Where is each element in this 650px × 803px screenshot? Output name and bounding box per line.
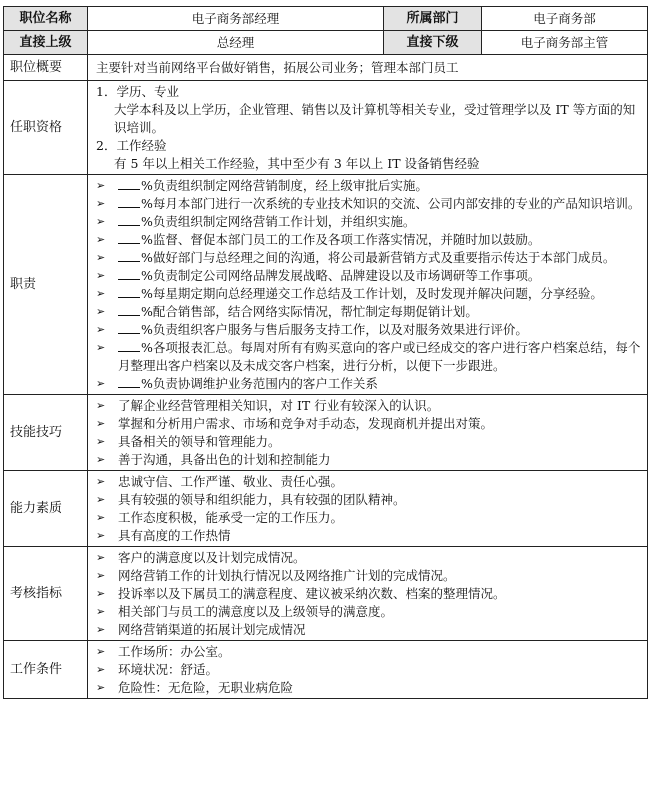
experience-text: 有 5 年以上相关工作经验，其中至少有 3 年以上 IT 设备销售经验	[114, 156, 480, 171]
list-item: ➢ %每星期定期向总经理递交工作总结及工作计划，及时发现并解决问题，分享经验。	[96, 285, 641, 303]
list-item: ➢ 工作态度积极，能承受一定的工作压力。	[96, 509, 641, 527]
list-item: ➢ 具有高度的工作热情	[96, 527, 641, 545]
education-text: 大学本科及以上学历，企业管理、销售以及计算机等相关专业，受过管理学以及 IT 等方面的知识培训。	[114, 102, 636, 135]
conditions-label: 工作条件	[4, 641, 88, 699]
list-item: ➢ 危险性：无危险，无职业病危险	[96, 679, 641, 697]
duties-label: 职责	[4, 175, 88, 395]
list-item: ➢ 了解企业经营管理相关知识，对 IT 行业有较深入的认识。	[96, 397, 641, 415]
list-item: ➢ %做好部门与总经理之间的沟通，将公司最新营销方式及重要指示传达于本部门成员。	[96, 249, 641, 267]
kpi-label: 考核指标	[4, 547, 88, 641]
conditions-list	[88, 641, 648, 699]
dept-value: 电子商务部	[482, 7, 648, 31]
list-item: ➢ 投诉率以及下属员工的满意程度、建议被采纳次数、档案的整理情况。	[96, 585, 641, 603]
skills-list	[88, 395, 648, 471]
conditions-row	[4, 641, 648, 699]
job-description-table	[3, 6, 648, 699]
list-item: ➢ %负责组织客户服务与售后服务支持工作，以及对服务效果进行评价。	[96, 321, 641, 339]
abilities-label: 能力素质	[4, 471, 88, 547]
qualifications-row	[4, 81, 648, 175]
list-item: ➢ 客户的满意度以及计划完成情况。	[96, 549, 641, 567]
job-description-sheet	[3, 6, 647, 800]
abilities-row	[4, 471, 648, 547]
overview-row	[4, 55, 648, 81]
qualifications-label: 任职资格	[4, 81, 88, 175]
list-item: ➢ 具有较强的领导和组织能力，具有较强的团队精神。	[96, 491, 641, 509]
list-item: ➢ %负责制定公司网络品牌发展战略、品牌建设以及市场调研等工作事项。	[96, 267, 641, 285]
list-item: ➢ 工作场所：办公室。	[96, 643, 641, 661]
list-item: ➢ 网络营销工作的计划执行情况以及网络推广计划的完成情况。	[96, 567, 641, 585]
list-item: ➢ 善于沟通，具备出色的计划和控制能力	[96, 451, 641, 469]
list-item: ➢ 忠诚守信、工作严谨、敬业、责任心强。	[96, 473, 641, 491]
list-item: ➢ 相关部门与员工的满意度以及上级领导的满意度。	[96, 603, 641, 621]
list-item: ➢ %负责协调维护业务范围内的客户工作关系	[96, 375, 641, 393]
duties-row	[4, 175, 648, 395]
skills-row	[4, 395, 648, 471]
list-item: ➢ 环境状况：舒适。	[96, 661, 641, 679]
header-row-2	[4, 31, 648, 55]
list-item: ➢ %每月本部门进行一次系统的专业技术知识的交流、公司内部安排的专业的产品知识培训。	[96, 195, 641, 213]
list-item: ➢ %监督、督促本部门员工的工作及各项工作落实情况，并随时加以鼓励。	[96, 231, 641, 249]
superior-value: 总经理	[88, 31, 384, 55]
position-label: 职位名称	[4, 7, 88, 31]
header-row-1	[4, 7, 648, 31]
overview-text: 主要针对当前网络平台做好销售，拓展公司业务；管理本部门员工	[88, 55, 648, 81]
education-title: 1．学历、专业	[96, 84, 179, 99]
overview-label: 职位概要	[4, 55, 88, 81]
skills-label: 技能技巧	[4, 395, 88, 471]
duties-list	[88, 175, 648, 395]
superior-label: 直接上级	[4, 31, 88, 55]
subordinate-label: 直接下级	[384, 31, 482, 55]
dept-label: 所属部门	[384, 7, 482, 31]
list-item: ➢ 网络营销渠道的拓展计划完成情况	[96, 621, 641, 639]
list-item: ➢ %配合销售部，结合网络实际情况，帮忙制定每期促销计划。	[96, 303, 641, 321]
list-item: ➢ %各项报表汇总。每周对所有有购买意向的客户或已经成交的客户进行客户档案总结，每个月整理出客户档案以及未成交客户档案，进行分析，以便下一步跟进。	[96, 339, 641, 375]
subordinate-value: 电子商务部主管	[482, 31, 648, 55]
list-item: ➢ 具备相关的领导和管理能力。	[96, 433, 641, 451]
experience-title: 2．工作经验	[96, 138, 167, 153]
list-item: ➢ 掌握和分析用户需求、市场和竞争对手动态，发现商机并提出对策。	[96, 415, 641, 433]
list-item: ➢ %负责组织制定网络营销工作计划，并组织实施。	[96, 213, 641, 231]
abilities-list	[88, 471, 648, 547]
kpi-row	[4, 547, 648, 641]
list-item: ➢ %负责组织制定网络营销制度，经上级审批后实施。	[96, 177, 641, 195]
kpi-list	[88, 547, 648, 641]
position-value: 电子商务部经理	[88, 7, 384, 31]
qualifications-content	[88, 81, 648, 175]
